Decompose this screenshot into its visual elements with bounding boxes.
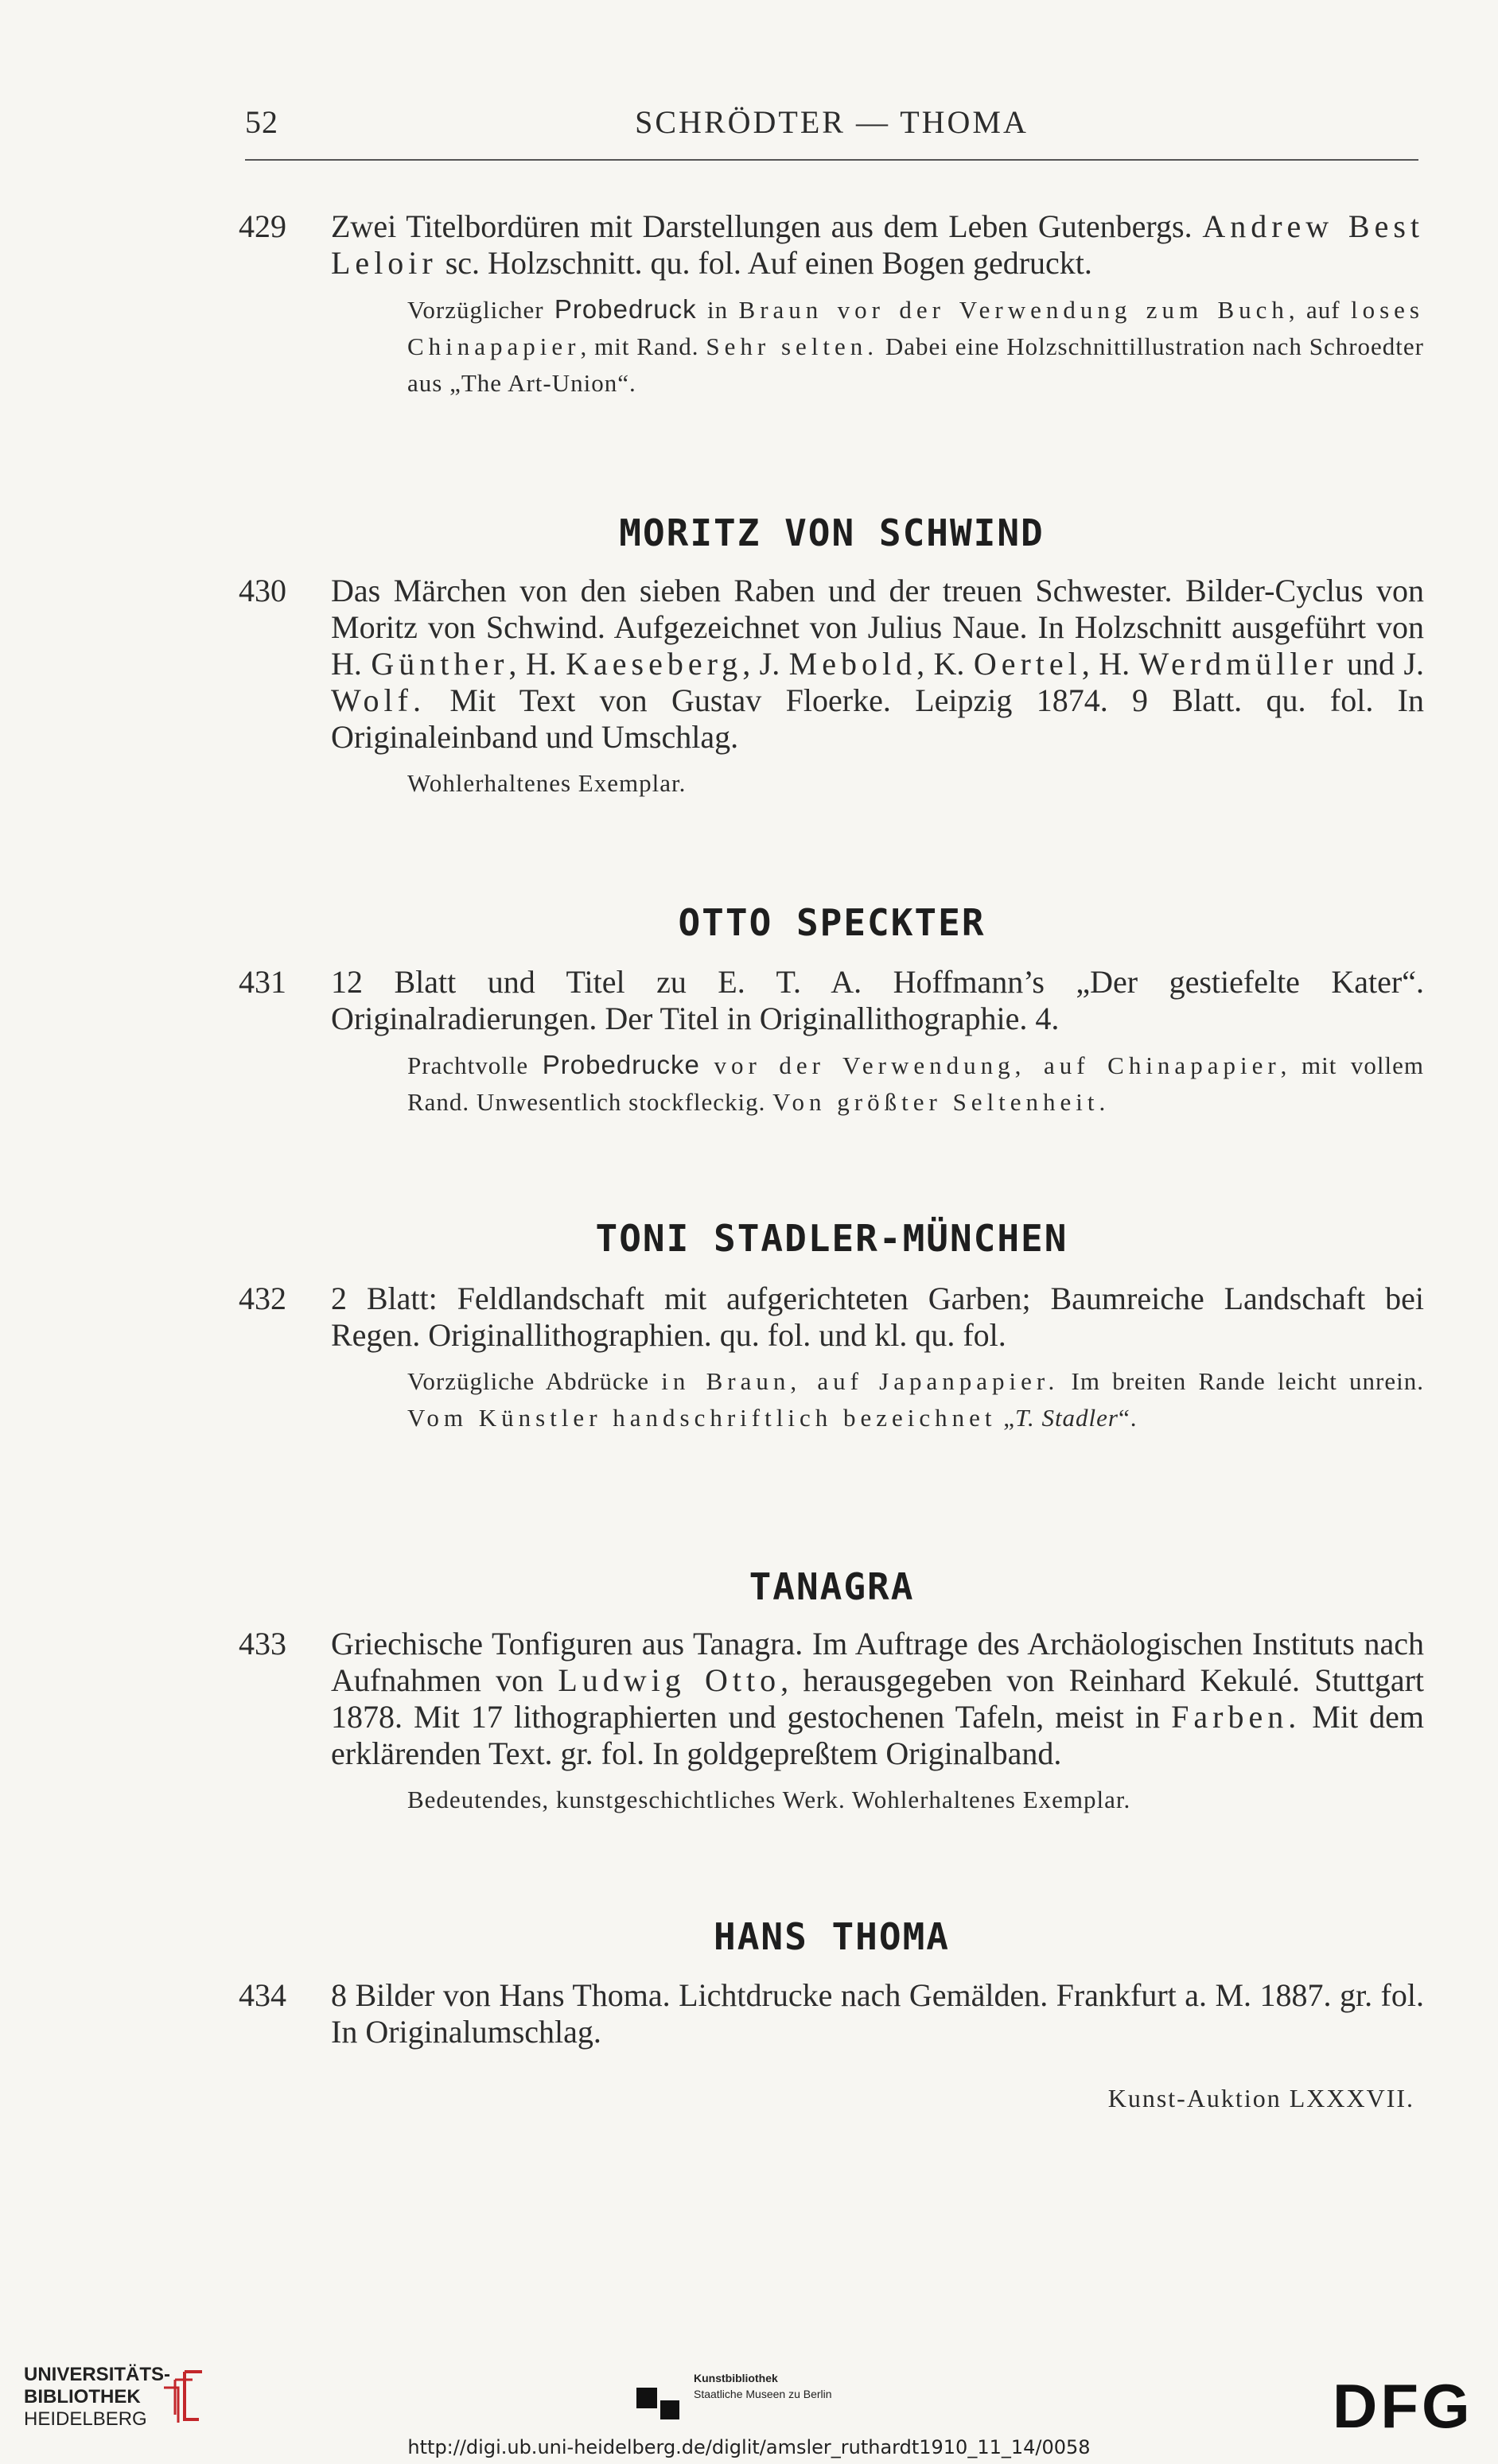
signature-text: T. Stadler [1015,1404,1119,1432]
digitization-footer: UNIVERSITÄTS- BIBLIOTHEK HEIDELBERG Kunstbibliothek Staatliche Museen zu Berlin DFG http://digi.ub.uni-heidelberg.de/diglit/amsler_ruthardt1910_11_14/0058 [0,2354,1498,2464]
section-heading-speckter: OTTO SPECKTER [678,901,986,944]
source-url[interactable]: http://digi.ub.uni-heidelberg.de/diglit/amsler_ruthardt1910_11_14/0058 [407,2436,1091,2458]
entry-note: Wohlerhaltenes Exemplar. [407,769,687,797]
section-heading-thoma: HANS THOMA [714,1915,950,1958]
catalog-signature-mark: Kunst-Auktion LXXXVII. [1107,2084,1414,2112]
section-heading-tanagra: TANAGRA [749,1565,915,1608]
kunstbibliothek-mark-icon [636,2377,683,2423]
emphasis: Probedrucke [542,1050,700,1079]
library-mark-icon [161,2369,207,2424]
entry-note: Prachtvolle Probedrucke vor der Verwendung, auf Chinapapier, mit vollem Rand. Unwesentlich stockfleckig. Von größter Seltenheit. [407,1050,1425,1116]
entry-number: 432 [239,1281,286,1316]
entry-number: 431 [239,964,286,1000]
entry-429 [239,208,1424,402]
entry-number: 429 [239,208,286,244]
entry-text: 12 Blatt und Titel zu E. T. A. Hoffmann’s „Der gestiefelte Kater“. Originalradierungen. Der Titel in Originallithographie. 4. [331,964,1424,1036]
page-number: 52 [245,104,278,140]
section-heading-stadler: TONI STADLER-MÜNCHEN [595,1217,1068,1260]
running-title: SCHRÖDTER — THOMA [635,104,1029,140]
spaced-names: Andrew Best Leloir [331,208,1424,281]
entry-431 [239,964,1424,1121]
entry-note: Vorzügliche Abdrücke in Braun, auf Japanpapier. Im breiten Rande leicht unrein. Vom Künstler handschriftlich bezeichnet „T. Stadler“. [407,1367,1424,1432]
entry-text: Zwei Titelbordüren mit Darstellungen aus dem Leben Gutenbergs. Andrew Best Leloir sc. Holzschnitt. qu. fol. Auf einen Bogen gedruckt. [331,208,1424,281]
entry-433 [239,1626,1424,1818]
header-rule [245,159,1418,161]
entry-text: 8 Bilder von Hans Thoma. Lichtdrucke nach Gemälden. Frankfurt a. M. 1887. gr. fol. In Originalumschlag. [331,1977,1424,2050]
university-library-logo: UNIVERSITÄTS- BIBLIOTHEK HEIDELBERG [24,2364,171,2430]
emphasis: Probedruck [554,294,697,324]
entry-number: 433 [239,1626,286,1661]
entry-434 [239,1977,1424,2050]
entry-number: 434 [239,1977,286,2013]
dfg-logo: DFG [1333,2371,1473,2441]
entry-note: Bedeutendes, kunstgeschichtliches Werk. Wohlerhaltenes Exemplar. [407,1786,1131,1813]
running-head [245,103,1418,151]
entry-430 [239,573,1424,802]
entry-note: Vorzüglicher Probedruck in Braun vor der Verwendung zum Buch, auf loses Chinapapier, mit Rand. Sehr selten. Dabei eine Holzschnittillustration nach Schroedter aus „The Art-Union“. [407,294,1424,397]
entry-text: 2 Blatt: Feldlandschaft mit aufgerichteten Garben; Baumreiche Landschaft bei Regen. Originallithographien. qu. fol. und kl. qu. fol. [331,1281,1424,1353]
entry-432 [239,1281,1424,1436]
entry-number: 430 [239,573,286,608]
entry-text: Das Märchen von den sieben Raben und der treuen Schwester. Bilder-Cyclus von Moritz von Schwind. Aufgezeichnet von Julius Naue. In Holzschnitt ausgeführt von H. Günther, H. Kaeseberg, J. Mebold, K. Oertel, H. Werdmüller und J. Wolf. Mit Text von Gustav Floerke. Leipzig 1874. 9 Blatt. qu. fol. In Originaleinband und Umschlag. [331,573,1425,755]
entry-text: Griechische Tonfiguren aus Tanagra. Im Auftrage des Archäologischen Instituts nach Aufnahmen von Ludwig Otto, herausgegeben von Reinhard Kekulé. Stuttgart 1878. Mit 17 lithographierten und gestochenen Tafeln, meist in Farben. Mit dem erklärenden Text. gr. fol. In goldgepreßtem Originalband. [331,1626,1425,1771]
section-heading-schwind: MORITZ VON SCHWIND [619,511,1045,554]
